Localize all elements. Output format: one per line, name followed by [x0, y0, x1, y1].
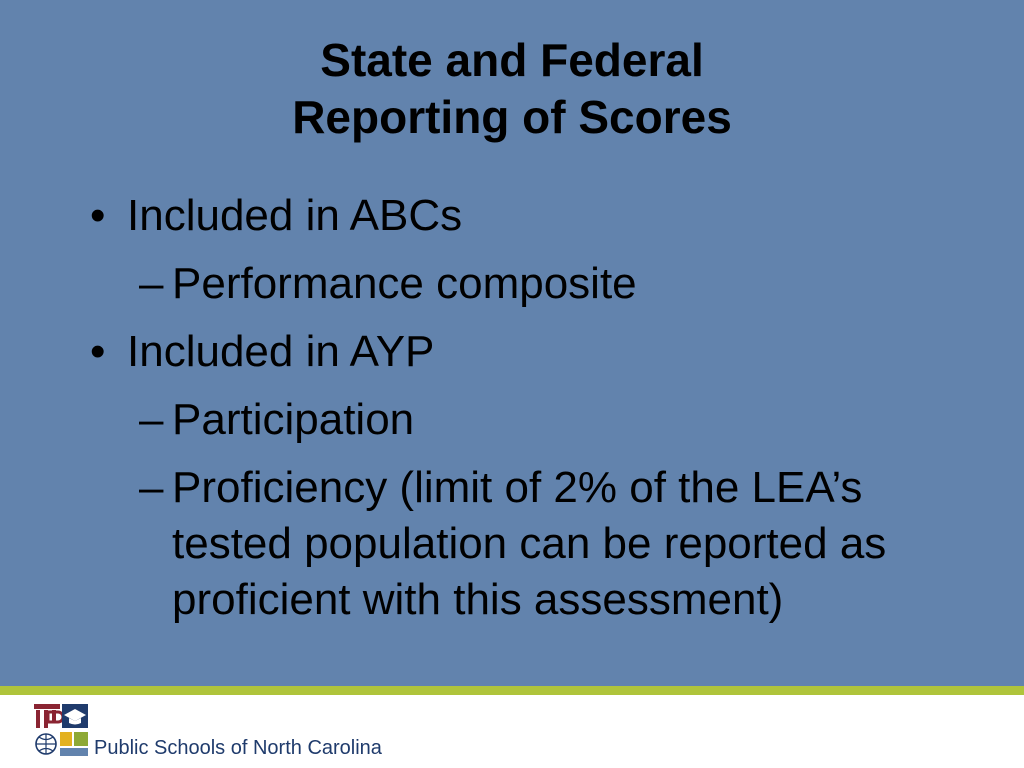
- slide-title: [112, 32, 912, 146]
- bullet-icon: •: [90, 327, 106, 376]
- accent-divider: [0, 686, 1024, 695]
- bullet-item-ayp: [90, 324, 950, 380]
- bullet-list: [90, 188, 950, 640]
- bullet-text: Included in ABCs: [127, 191, 463, 240]
- bullet-icon: •: [90, 191, 106, 240]
- slide-title-line-2: Reporting of Scores: [292, 91, 732, 143]
- sub-bullet-text: Participation: [172, 395, 415, 444]
- dash-icon: –: [139, 395, 164, 444]
- dash-icon: –: [139, 463, 164, 512]
- bullet-item-abcs: [90, 188, 950, 244]
- ncdpi-logo-icon: [34, 704, 90, 760]
- dash-icon: –: [139, 259, 164, 308]
- slide-title-line-1: State and Federal: [320, 34, 704, 86]
- sub-bullet-performance-composite: [90, 256, 950, 312]
- sub-bullet-participation: [90, 392, 950, 448]
- sub-bullet-proficiency: [90, 460, 950, 628]
- sub-bullet-text: Performance composite: [172, 259, 637, 308]
- bullet-text: Included in AYP: [127, 327, 435, 376]
- org-name: Public Schools of North Carolina: [94, 737, 382, 759]
- sub-bullet-text: Proficiency (limit of 2% of the LEA’s tested population can be reported as proficient with this assessment): [172, 463, 887, 624]
